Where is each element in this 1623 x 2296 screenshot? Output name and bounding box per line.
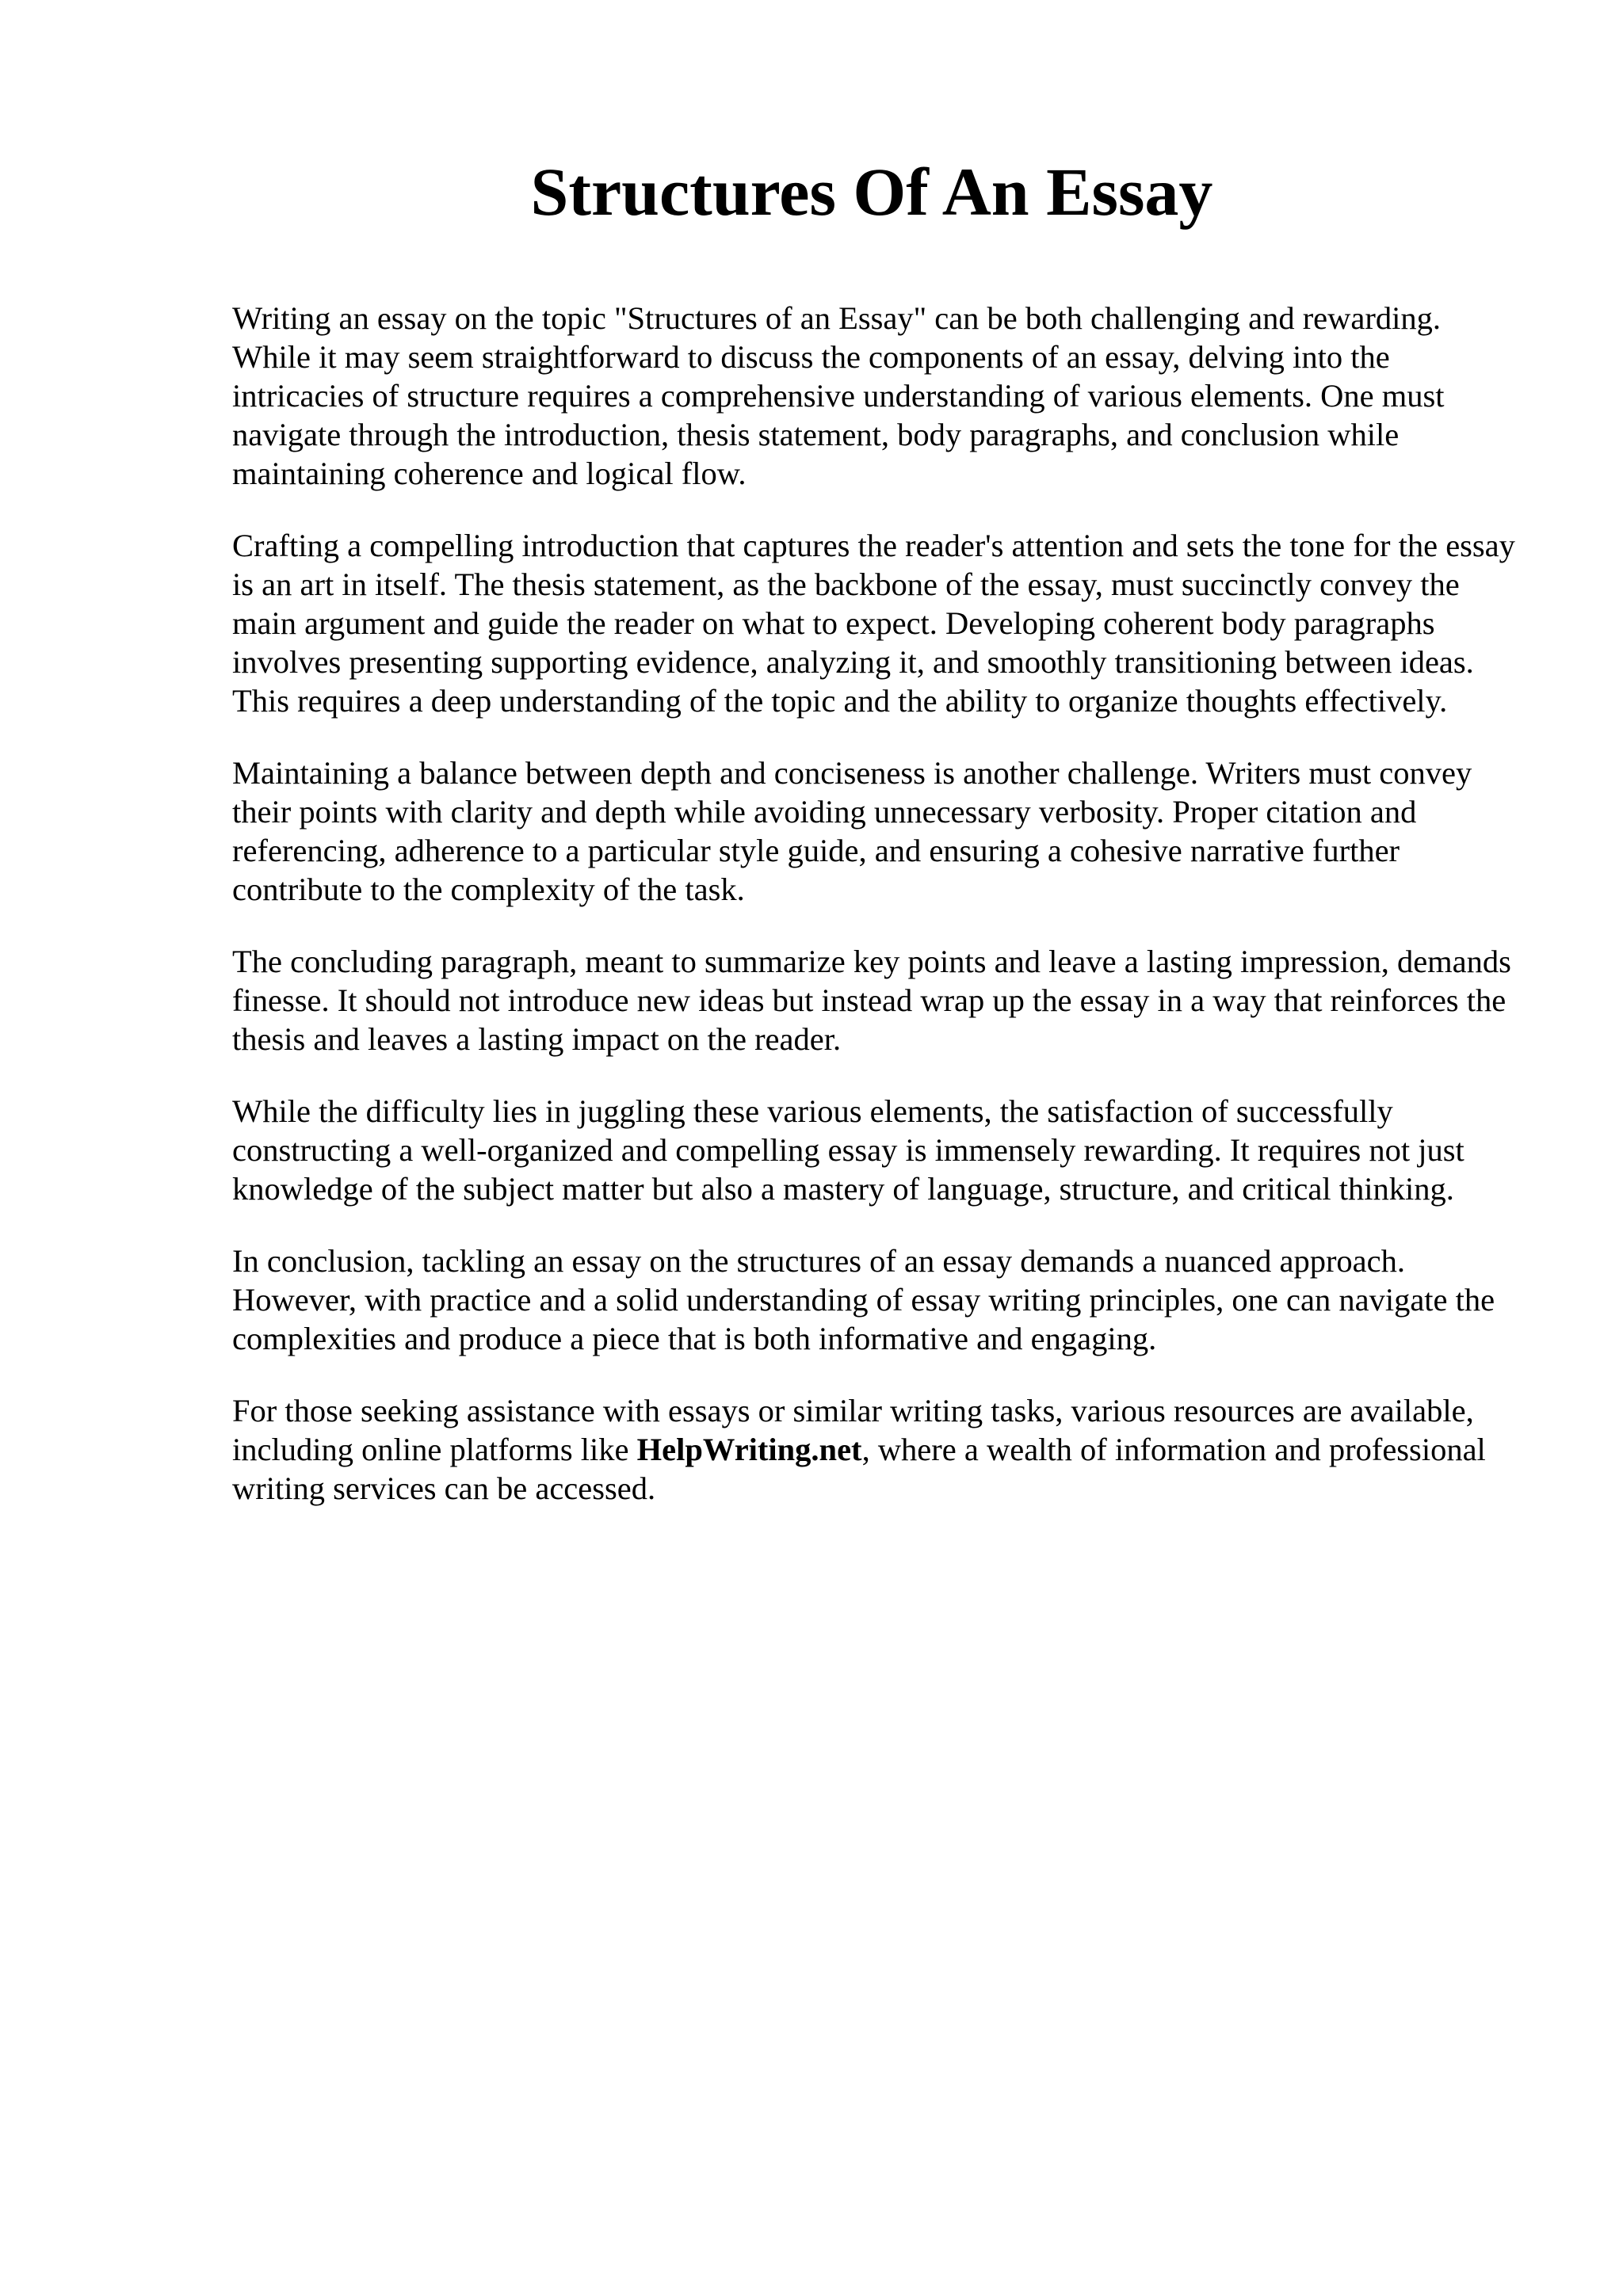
paragraph-6: In conclusion, tackling an essay on the structures of an essay demands a nuanced approach. However, with practice and a solid understanding of essay writing principles, one can navigate the complexities and produce a piece that is both informative and engaging. [232, 1243, 1495, 1356]
paragraph-4: The concluding paragraph, meant to summarize key points and leave a lasting impression, demands finesse. It should not introduce new ideas but instead wrap up the essay in a way that reinforces the thesis and leaves a lasting impact on the reader. [232, 944, 1511, 1057]
helpwriting-link[interactable]: HelpWriting.net [636, 1432, 862, 1467]
essay-body [232, 299, 1516, 1541]
paragraph-5: While the difficulty lies in juggling these various elements, the satisfaction of successfully constructing a well-organized and compelling essay is immensely rewarding. It requires not just knowledge of the subject matter but also a mastery of language, structure, and critical thinking. [232, 1093, 1465, 1207]
paragraph-2: Crafting a compelling introduction that captures the reader's attention and sets the tone for the essay is an art in itself. The thesis statement, as the backbone of the essay, must succinctly convey the main argument and guide the reader on what to expect. Developing coherent body paragraphs involves presenting supporting evidence, analyzing it, and smoothly transitioning between ideas. This requires a deep understanding of the topic and the ability to organize thoughts effectively. [232, 528, 1515, 719]
paragraph-1: Writing an essay on the topic "Structures of an Essay" can be both challenging and rewarding. While it may seem straightforward to discuss the components of an essay, delving into the intricacies of structure requires a comprehensive understanding of various elements. One must navigate through the introduction, thesis statement, body paragraphs, and conclusion while maintaining coherence and logical flow. [232, 300, 1445, 491]
page-title: Structures Of An Essay [530, 154, 1213, 230]
paragraph-7-text-after: , where a wealth of information and professional writing services can be accessed. [232, 1432, 1486, 1506]
paragraph-3: Maintaining a balance between depth and conciseness is another challenge. Writers must convey their points with clarity and depth while avoiding unnecessary verbosity. Proper citation and referencing, adherence to a particular style guide, and ensuring a cohesive narrative further contribute to the complexity of the task. [232, 755, 1472, 907]
paragraph-7-text-before: For those seeking assistance with essays or similar writing tasks, various resources are available, including online platforms like [232, 1393, 1474, 1467]
paragraph-7 [232, 1391, 1516, 1508]
